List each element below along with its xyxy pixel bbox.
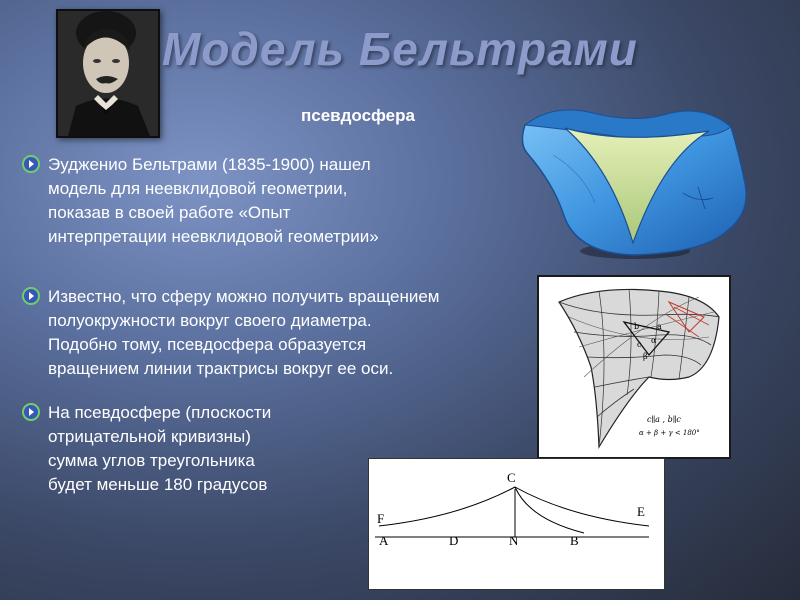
diagram-label-c: C bbox=[507, 470, 516, 485]
net-label-c: c bbox=[637, 340, 642, 349]
diagram-label-b: B bbox=[570, 533, 579, 548]
net-label-alpha: α bbox=[651, 336, 657, 345]
net-label-beta: β bbox=[643, 352, 648, 361]
net-label-b: b bbox=[634, 322, 640, 331]
slide-title: Модель Бельтрами bbox=[162, 23, 638, 75]
diagram-label-a: A bbox=[379, 533, 389, 548]
beltrami-portrait bbox=[56, 9, 160, 138]
slide-subtitle: псевдосфера bbox=[301, 106, 415, 125]
diagram-label-f: F bbox=[377, 511, 385, 526]
pseudosphere-net-figure bbox=[537, 275, 731, 459]
arrow-bullet-icon bbox=[22, 287, 40, 305]
diagram-label-n: N bbox=[509, 533, 519, 548]
paragraph-rotation: Известно, что сферу можно получить вращением полуокружности вокруг своего диаметра. Подобно тому, псевдосфера образуется вращением линии трактрисы вокруг ее оси. bbox=[48, 287, 440, 378]
arrow-bullet-icon bbox=[22, 403, 40, 421]
diagram-label-e: E bbox=[637, 504, 645, 519]
arrow-bullet-icon bbox=[22, 155, 40, 173]
pseudosphere-surface-image bbox=[513, 83, 753, 263]
net-caption-sum: α + β + γ < 180° bbox=[639, 429, 700, 437]
tractrix-diagram bbox=[368, 458, 665, 590]
paragraph-beltrami: Эудженио Бельтрами (1835-1900) нашел модель для неевклидовой геометрии, показав в своей работе «Опыт интерпретации неевклидовой геометрии» bbox=[48, 155, 379, 246]
net-caption-parallel: c∥a , b∥c bbox=[647, 415, 681, 424]
paragraph-triangle: На псевдосфере (плоскости отрицательной кривизны) сумма углов треугольника будет меньше 180 градусов bbox=[48, 403, 272, 494]
net-label-a: a bbox=[657, 322, 662, 331]
diagram-label-d: D bbox=[449, 533, 459, 548]
